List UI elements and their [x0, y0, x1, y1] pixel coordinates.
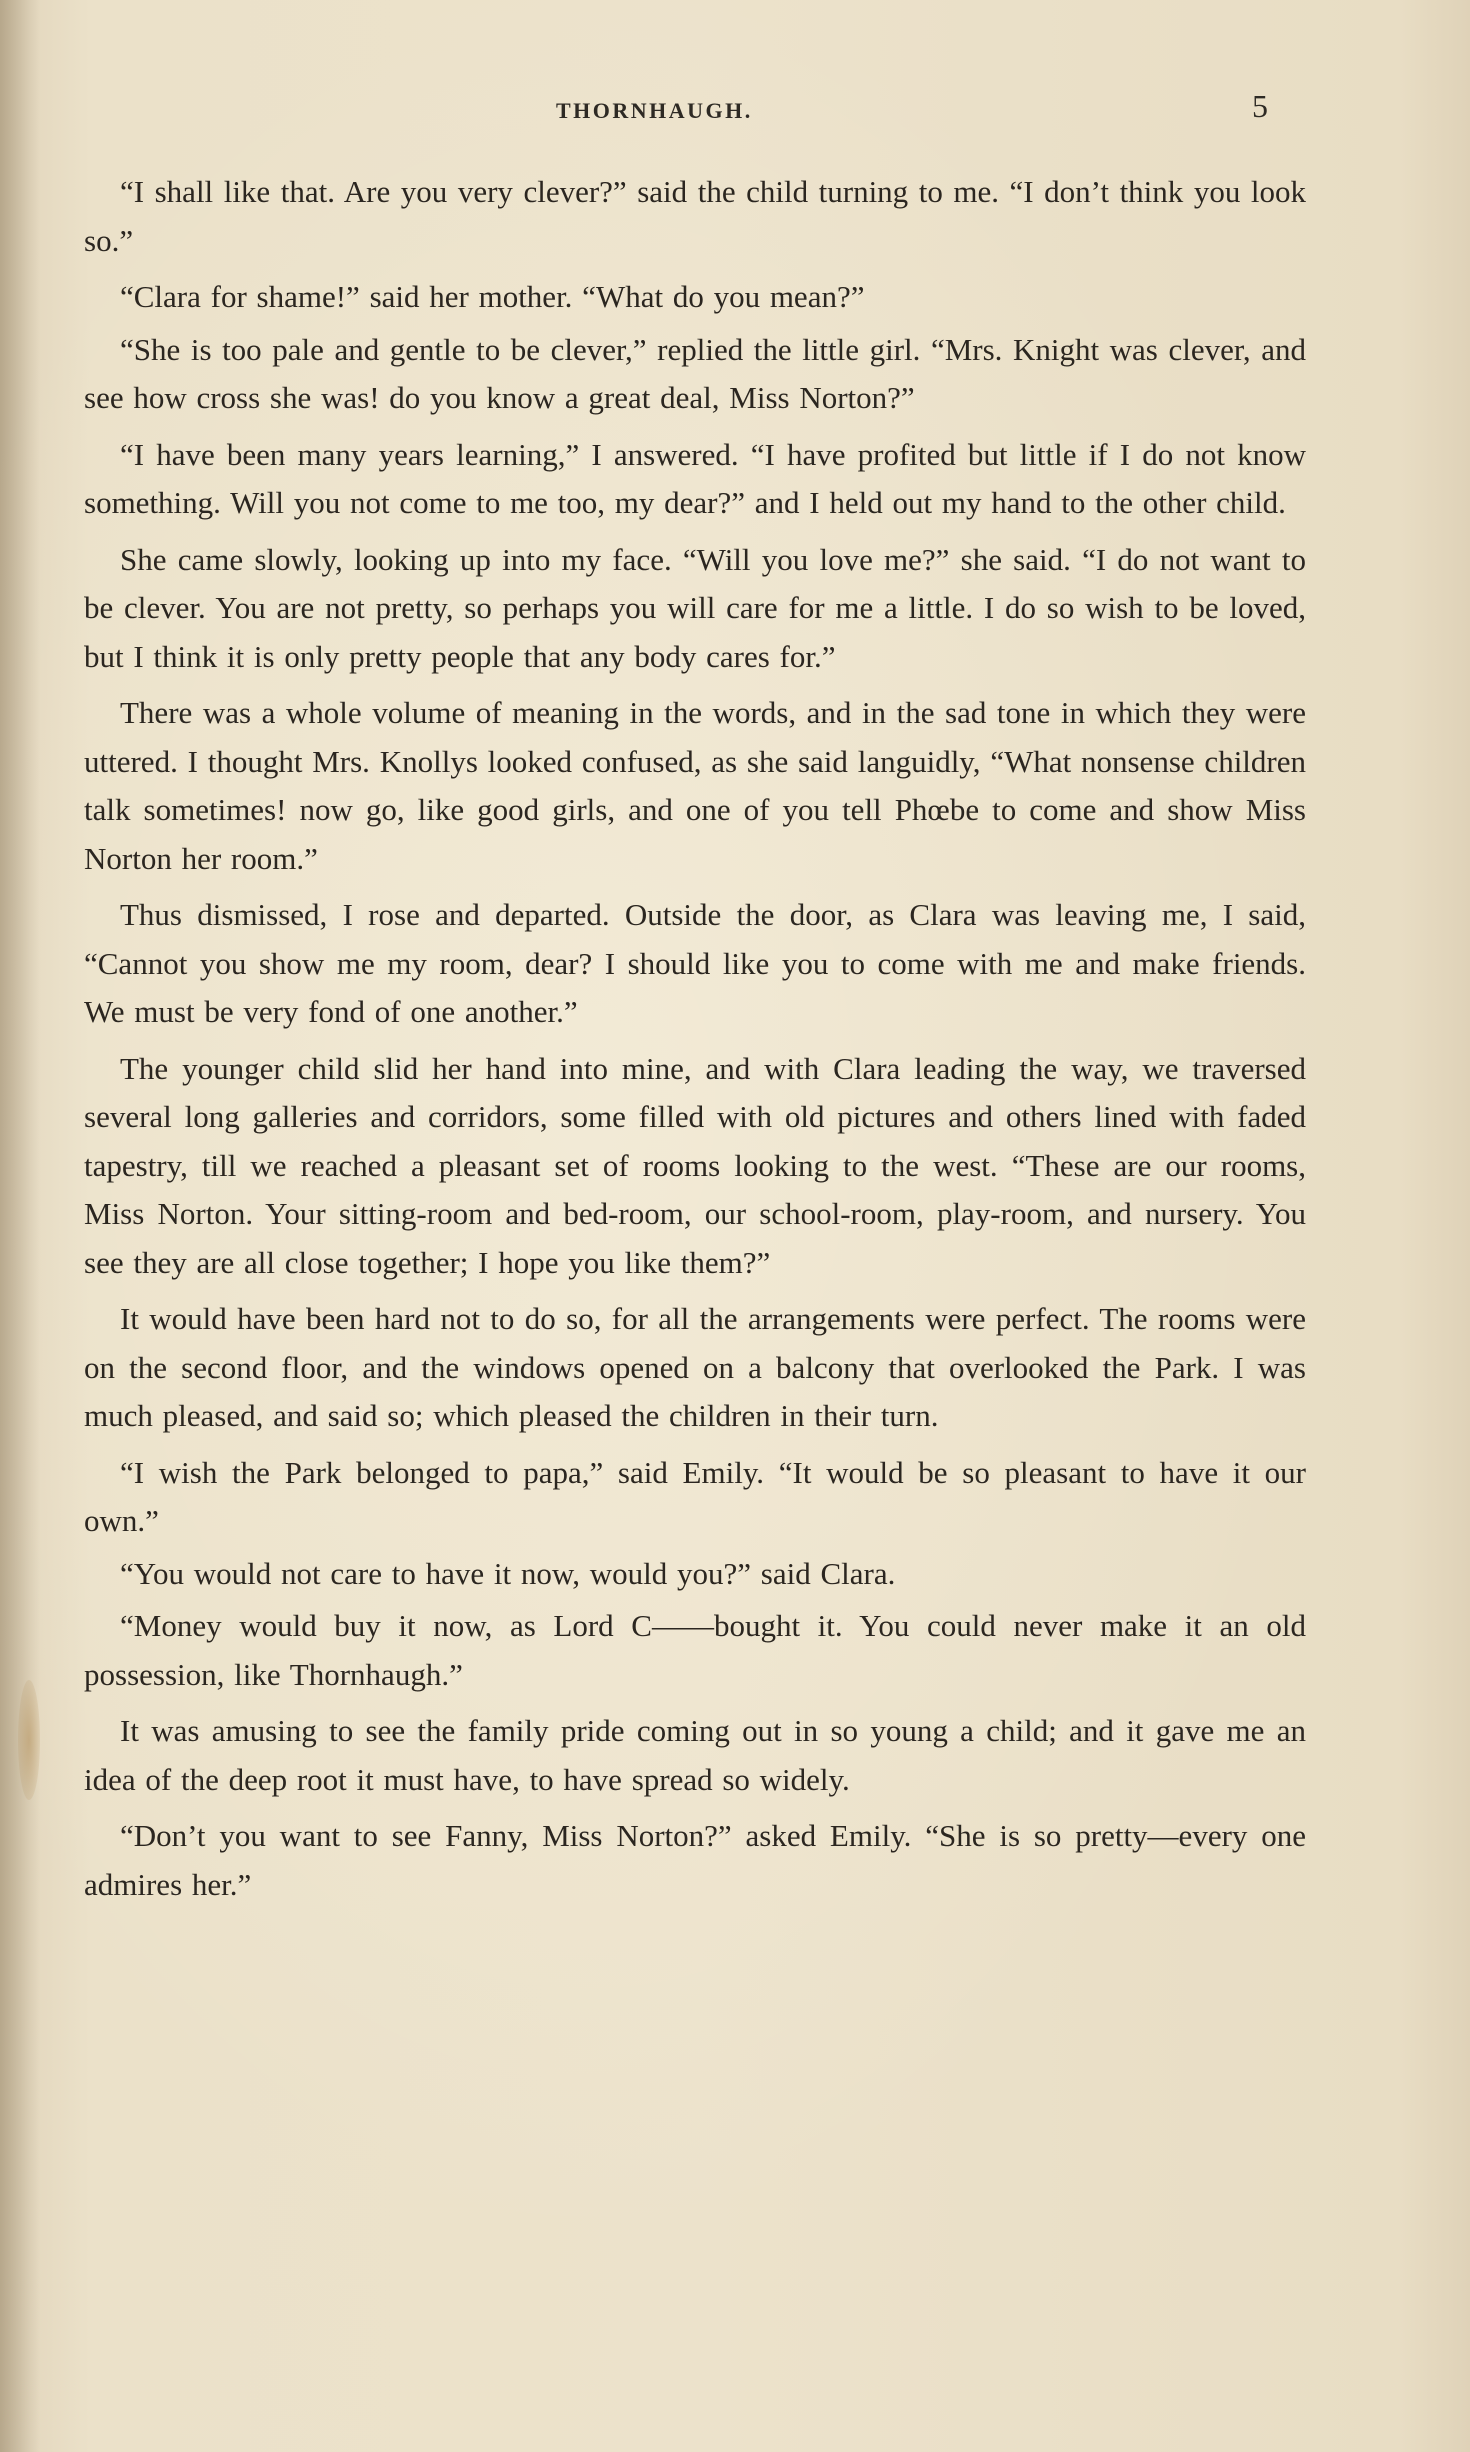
paragraph: “I shall like that. Are you very clever?” said the child turning to me. “I don’t think you look so.” [84, 174, 1306, 258]
gutter-shadow [0, 0, 40, 2452]
paragraph: “I have been many years learning,” I answered. “I have profited but little if I do not know something. Will you not come to me too, my dear?” and I held out my hand to the other child. [84, 436, 1306, 520]
paragraph: “Clara for shame!” said her mother. “What do you mean?” [120, 279, 865, 314]
page-number: 5 [1252, 88, 1268, 124]
body-text [84, 168, 1306, 1917]
page-header [0, 88, 1470, 128]
paragraph: It would have been hard not to do so, for all the arrangements were perfect. The rooms were on the second floor, and the windows opened on a balcony that overlooked the Park. I was much pleased, and said so; which pleased the children in their turn. [84, 1301, 1306, 1433]
paragraph: “She is too pale and gentle to be clever,” replied the little girl. “Mrs. Knight was clever, and see how cross she was! do you know a great deal, Miss Norton?” [84, 331, 1306, 415]
paragraph: “I wish the Park belonged to papa,” said Emily. “It would be so pleasant to have it our own.” [84, 1454, 1306, 1538]
paragraph: “You would not care to have it now, would you?” said Clara. [120, 1555, 896, 1591]
paper-stain [18, 1680, 40, 1800]
paragraph: The younger child slid her hand into mine, and with Clara leading the way, we traversed several long galleries and corridors, some filled with old pictures and others lined with faded tapestry, till we reached a pleasant set of rooms looking to the west. “These are our rooms, Miss Norton. Your sitting-room and bed-room, our school-room, play-room, and nursery. You see they are all close together; I hope you like them?” [84, 1050, 1306, 1280]
paragraph: There was a whole volume of meaning in the words, and in the sad tone in which they were uttered. I thought Mrs. Knollys looked confused, as she said languidly, “What nonsense children talk sometimes! now go, like good girls, and one of you tell Phœbe to come and show Miss Norton her room.” [84, 695, 1306, 876]
paragraph: “Don’t you want to see Fanny, Miss Norton?” asked Emily. “She is so pretty—every one admires her.” [84, 1818, 1306, 1902]
paragraph: “Money would buy it now, as Lord C——bought it. You could never make it an old possession, like Thornhaugh.” [84, 1608, 1306, 1692]
paragraph: She came slowly, looking up into my face. “Will you love me?” she said. “I do not want to be clever. You are not pretty, so perhaps you will care for me a little. I do so wish to be loved, but I think it is only pretty people that any body cares for.” [84, 541, 1306, 674]
paragraph: It was amusing to see the family pride coming out in so young a child; and it gave me an idea of the deep root it must have, to have spread so widely. [84, 1713, 1306, 1797]
running-head: THORNHAUGH. [556, 98, 753, 123]
paragraph: Thus dismissed, I rose and departed. Outside the door, as Clara was leaving me, I said, “Cannot you show me my room, dear? I should like you to come with me and make friends. We must be very fond of one another.” [84, 897, 1306, 1029]
